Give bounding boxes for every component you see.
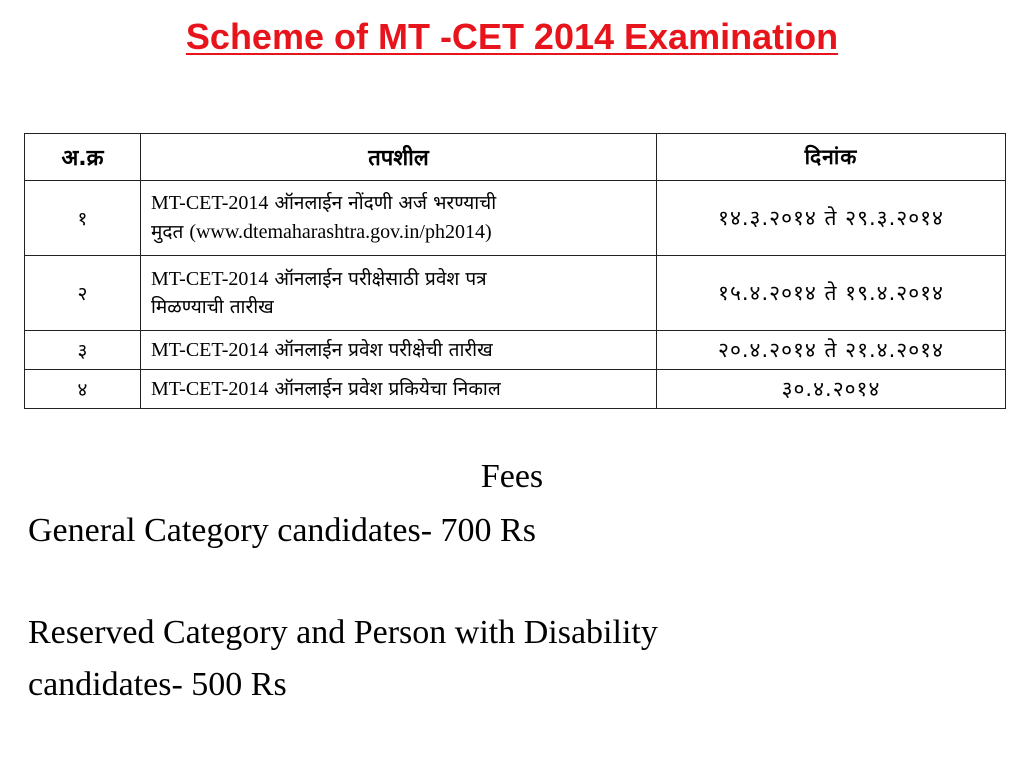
detail-text-line2: मिळण्याची तारीख — [151, 295, 274, 318]
row-detail — [141, 331, 657, 370]
row-date: २०.४.२०१४ ते २१.४.२०१४ — [657, 331, 1006, 370]
row-detail — [141, 256, 657, 331]
detail-text: ऑनलाईन प्रवेश प्रकियेचा निकाल — [268, 377, 501, 400]
row-detail — [141, 181, 657, 256]
exam-code: MT-CET-2014 — [151, 192, 269, 214]
table-row — [25, 256, 1006, 331]
detail-text: ऑनलाईन प्रवेश परीक्षेची तारीख — [268, 338, 493, 361]
fee-reserved-line1: Reserved Category and Person with Disability — [28, 614, 658, 651]
page-title: Scheme of MT -CET 2014 Examination — [185, 16, 839, 57]
header-date: दिनांक — [657, 134, 1006, 181]
detail-text-line2: मुदत — [151, 221, 190, 243]
table-row — [25, 331, 1006, 370]
fee-general: General Category candidates- 700 Rs — [28, 512, 536, 549]
fee-reserved-line2: candidates- 500 Rs — [28, 666, 287, 703]
row-serial-no: २ — [25, 256, 141, 331]
header-serial-no: अ.क्र — [25, 134, 141, 181]
row-serial-no: ४ — [25, 370, 141, 409]
table-header-row — [25, 134, 1006, 181]
table-row — [25, 370, 1006, 409]
row-detail — [141, 370, 657, 409]
exam-schedule-table — [24, 133, 1006, 409]
exam-code: MT-CET-2014 — [151, 267, 269, 290]
header-details: तपशील — [141, 134, 657, 181]
row-date: १५.४.२०१४ ते १९.४.२०१४ — [657, 256, 1006, 331]
row-serial-no: १ — [25, 181, 141, 256]
row-date: १४.३.२०१४ ते २९.३.२०१४ — [657, 181, 1006, 256]
detail-text: ऑनलाईन परीक्षेसाठी प्रवेश पत्र — [268, 267, 487, 290]
row-serial-no: ३ — [25, 331, 141, 370]
exam-code: MT-CET-2014 — [151, 338, 269, 361]
detail-text: ऑनलाईन नोंदणी अर्ज भरण्याची — [268, 192, 497, 214]
table-row — [25, 181, 1006, 256]
fees-heading: Fees — [480, 458, 544, 495]
website-url: (www.dtemaharashtra.gov.in/ph2014) — [189, 221, 492, 243]
exam-code: MT-CET-2014 — [151, 377, 269, 400]
row-date: ३०.४.२०१४ — [657, 370, 1006, 409]
